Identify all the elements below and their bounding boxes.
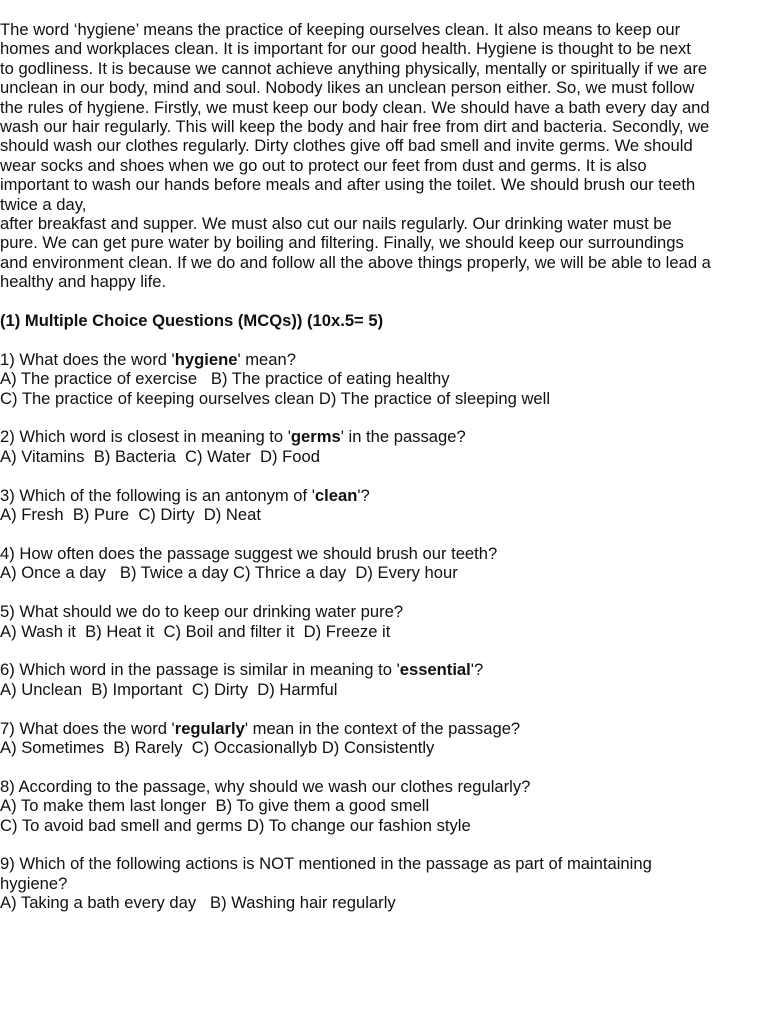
spacer [0,525,768,544]
question-text-continued: hygiene? [0,873,68,893]
passage-line: unclean in our body, mind and soul. Nobody likes an unclean person either. So, we must follow [0,78,695,98]
question-text: 6) Which word in the passage is similar in meaning to 'essential'? [0,660,484,680]
spacer [0,641,768,660]
question-block [0,777,768,835]
passage-line: important to wash our hands before meals and after using the toilet. We should brush our teeth [0,175,696,195]
answer-options: A) To make them last longer B) To give them a good smell [0,796,430,816]
question-block [0,427,768,466]
passage-line: homes and workplaces clean. It is important for our good health. Hygiene is thought to be next [0,39,691,59]
answer-options: A) Fresh B) Pure C) Dirty D) Neat [0,505,261,525]
answer-options: A) Vitamins B) Bacteria C) Water D) Food [0,446,320,466]
spacer [0,699,768,718]
spacer [0,466,768,485]
passage-line: after breakfast and supper. We must also cut our nails regularly. Our drinking water must be [0,214,672,234]
spacer [0,408,768,427]
passage-line: healthy and happy life. [0,272,167,292]
question-block [0,486,768,525]
question-text: 3) Which of the following is an antonym of 'clean'? [0,485,370,505]
keyword: regularly [174,718,245,738]
keyword: germs [290,427,341,447]
spacer [0,583,768,602]
keyword: essential [399,660,471,680]
question-block [0,719,768,758]
keyword: hygiene [174,349,238,369]
question-block [0,544,768,583]
spacer [0,835,768,854]
spacer [0,757,768,776]
passage-line: wash our hair regularly. This will keep the body and hair free from dirt and bacteria. Secondly, we [0,117,710,137]
passage-line: to godliness. It is because we cannot achieve anything physically, mentally or spiritually if we are [0,58,708,78]
question-text: 4) How often does the passage suggest we should brush our teeth? [0,543,498,563]
keyword: clean [314,485,358,505]
question-text: 8) According to the passage, why should we wash our clothes regularly? [0,776,531,796]
question-block [0,660,768,699]
question-block [0,602,768,641]
passage-line: twice a day, [0,194,87,214]
spacer [0,292,768,311]
passage-line: and environment clean. If we do and follow all the above things properly, we will be able to lead a [0,252,711,272]
passage-line: wear socks and shoes when we go out to protect our feet from dust and germs. It is also [0,155,647,175]
question-text: 5) What should we do to keep our drinking water pure? [0,602,404,622]
spacer [0,330,768,349]
section-heading: (1) Multiple Choice Questions (MCQs)) (10x.5= 5) [0,311,384,331]
question-text: 1) What does the word 'hygiene' mean? [0,349,296,369]
answer-options: A) The practice of exercise B) The practice of eating healthy [0,369,450,389]
answer-options: A) Wash it B) Heat it C) Boil and filter it D) Freeze it [0,621,391,641]
answer-options: C) The practice of keeping ourselves clean D) The practice of sleeping well [0,388,551,408]
answer-options: A) Once a day B) Twice a day C) Thrice a day D) Every hour [0,563,458,583]
passage-line: pure. We can get pure water by boiling and filtering. Finally, we should keep our surroundings [0,233,684,253]
answer-options: C) To avoid bad smell and germs D) To change our fashion style [0,815,471,835]
answer-options: A) Unclean B) Important C) Dirty D) Harmful [0,679,338,699]
question-text: 9) Which of the following actions is NOT mentioned in the passage as part of maintaining [0,854,652,874]
question-text: 7) What does the word 'regularly' mean in the context of the passage? [0,718,521,738]
question-block [0,854,768,912]
answer-options: A) Sometimes B) Rarely C) Occasionallyb D) Consistently [0,737,435,757]
passage-line: the rules of hygiene. Firstly, we must keep our body clean. We should have a bath every day and [0,97,710,117]
answer-options: A) Taking a bath every day B) Washing hair regularly [0,893,396,913]
reading-passage [0,20,768,292]
passage-line: should wash our clothes regularly. Dirty clothes give off bad smell and invite germs. We should [0,136,693,156]
question-text: 2) Which word is closest in meaning to 'germs' in the passage? [0,427,466,447]
question-block [0,350,768,408]
passage-line: The word ‘hygiene’ means the practice of keeping ourselves clean. It also means to keep our [0,20,681,39]
